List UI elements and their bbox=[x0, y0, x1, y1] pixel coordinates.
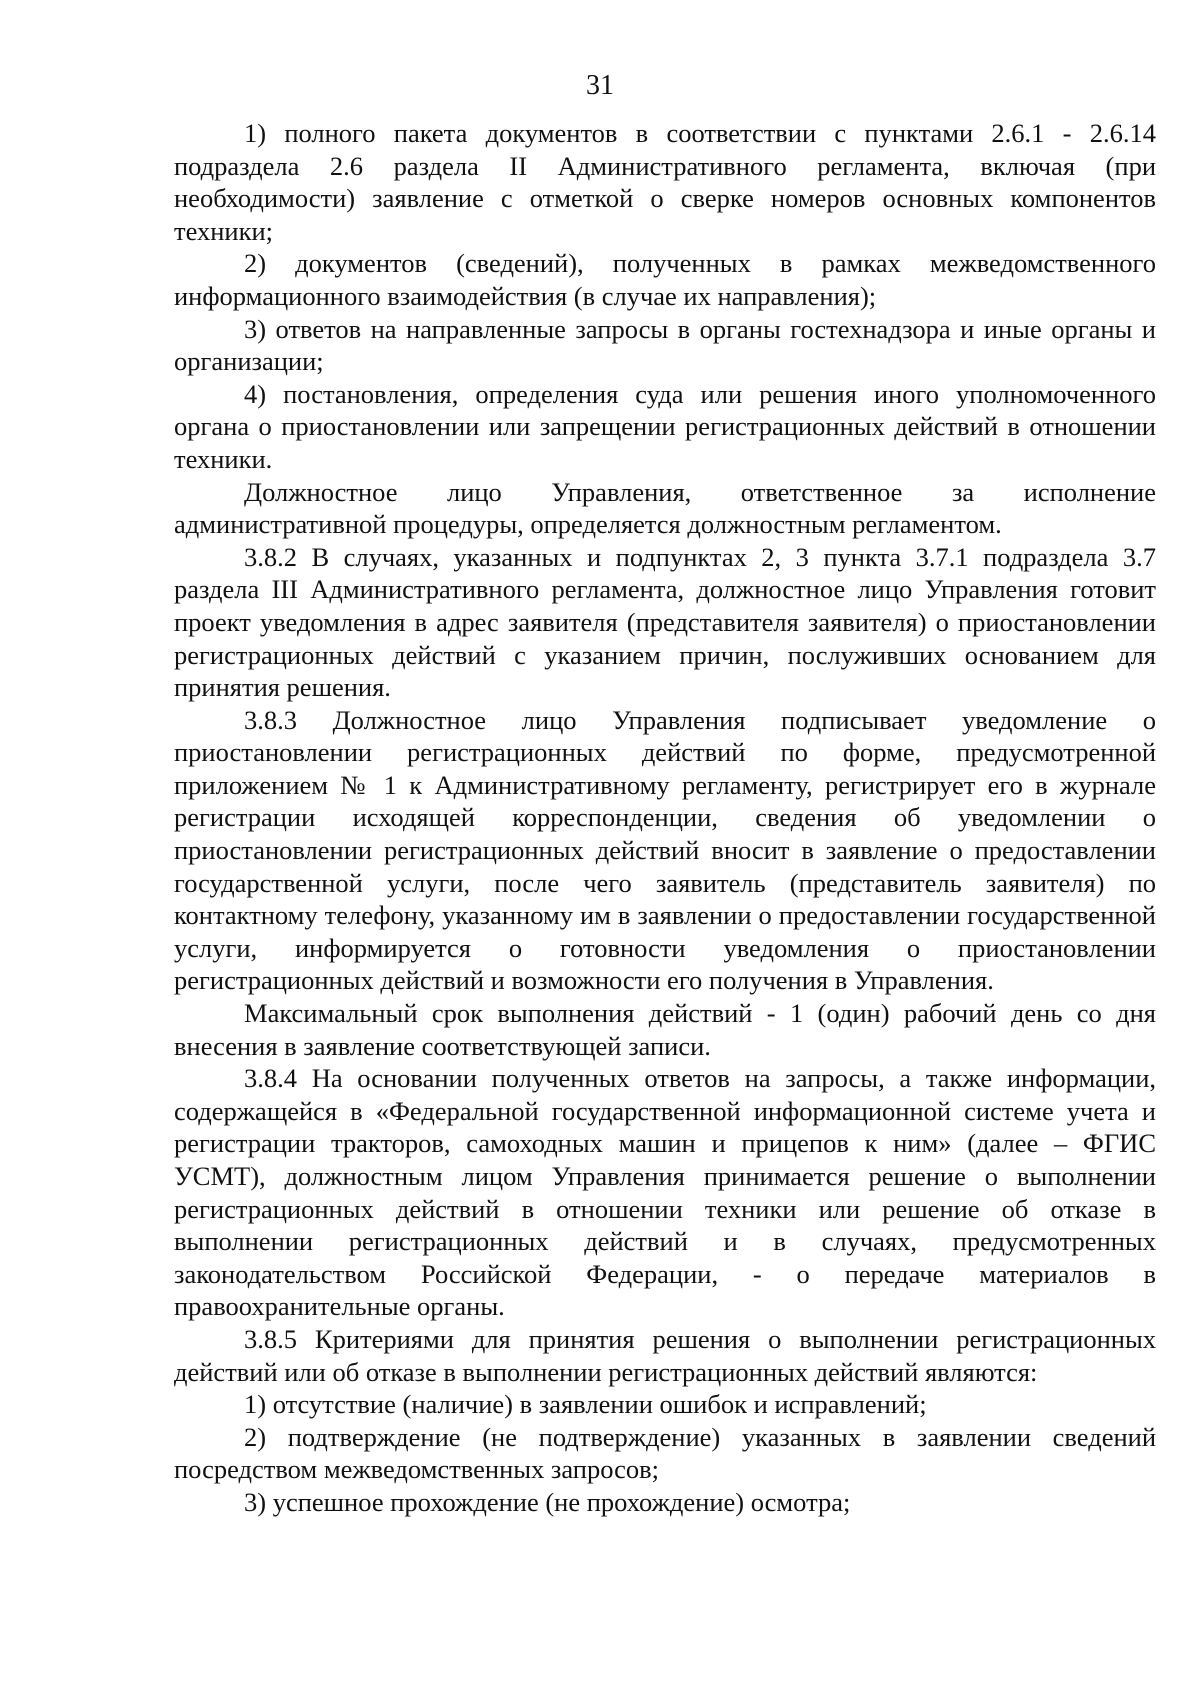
paragraph-item-1: 1) полного пакета документов в соответствии с пунктами 2.6.1 - 2.6.14 подраздела 2.6 раздела II Административного регламента, включая (при необходимости) заявление с отметкой о сверке номеров основных компонентов техники; bbox=[174, 118, 1156, 246]
page-number: 31 bbox=[586, 70, 614, 101]
paragraph-3-8-5: 3.8.5 Критериями для принятия решения о выполнении регистрационных действий или об отказе в выполнении регистрационных действий являются: bbox=[174, 1323, 1156, 1387]
paragraph-responsible-official: Должностное лицо Управления, ответственное за исполнение административной процедуры, определяется должностным регламентом. bbox=[174, 476, 1156, 540]
paragraph-item-2: 2) документов (сведений), полученных в рамках межведомственного информационного взаимодействия (в случае их направления); bbox=[174, 248, 1156, 311]
paragraph-criterion-2: 2) подтверждение (не подтверждение) указанных в заявлении сведений посредством межведомственных запросов; bbox=[174, 1421, 1156, 1485]
paragraph-item-3: 3) ответов на направленные запросы в органы гостехнадзора и иные органы и организации; bbox=[174, 313, 1156, 377]
paragraph-3-8-4: 3.8.4 На основании полученных ответов на запросы, а также информации, содержащейся в «Федеральной государственной информационной системе учета и регистрации тракторов, самоходных машин и прицепов к ним» (далее – ФГИС УСМТ), должностным лицом Управления принимается решение о выполнении регистрационных действий в отношении техники или решение об отказе в выполнении регистрационных действий и в случаях, предусмотренных законодательством Российской Федерации, - о передаче материалов в правоохранительные органы. bbox=[174, 1063, 1156, 1322]
paragraph-criterion-3: 3) успешное прохождение (не прохождение) осмотра; bbox=[244, 1486, 851, 1517]
paragraph-max-term: Максимальный срок выполнения действий - 1 (один) рабочий день со дня внесения в заявление соответствующей записи. bbox=[174, 998, 1156, 1061]
paragraph-item-4: 4) постановления, определения суда или решения иного уполномоченного органа о приостановлении или запрещении регистрационных действий в отношении техники. bbox=[174, 378, 1156, 474]
document-body bbox=[174, 117, 1156, 1519]
paragraph-criterion-1: 1) отсутствие (наличие) в заявлении ошибок и исправлений; bbox=[244, 1389, 927, 1420]
paragraph-3-8-2: 3.8.2 В случаях, указанных и подпунктах 2, 3 пункта 3.7.1 подраздела 3.7 раздела III Административного регламента, должностное лицо Управления готовит проект уведомления в адрес заявителя (представителя заявителя) о приостановлении регистрационных действий с указанием причин, послуживших основанием для принятия решения. bbox=[174, 541, 1156, 703]
paragraph-3-8-3: 3.8.3 Должностное лицо Управления подписывает уведомление о приостановлении регистрационных действий по форме, предусмотренной приложением № 1 к Административному регламенту, регистрирует его в журнале регистрации исходящей корреспонденции, сведения об уведомлении о приостановлении регистрационных действий вносит в заявление о предоставлении государственной услуги, после чего заявитель (представитель заявителя) по контактному телефону, указанному им в заявлении о предоставлении государственной услуги, информируется о готовности уведомления о приостановлении регистрационных действий и возможности его получения в Управления. bbox=[174, 704, 1156, 996]
